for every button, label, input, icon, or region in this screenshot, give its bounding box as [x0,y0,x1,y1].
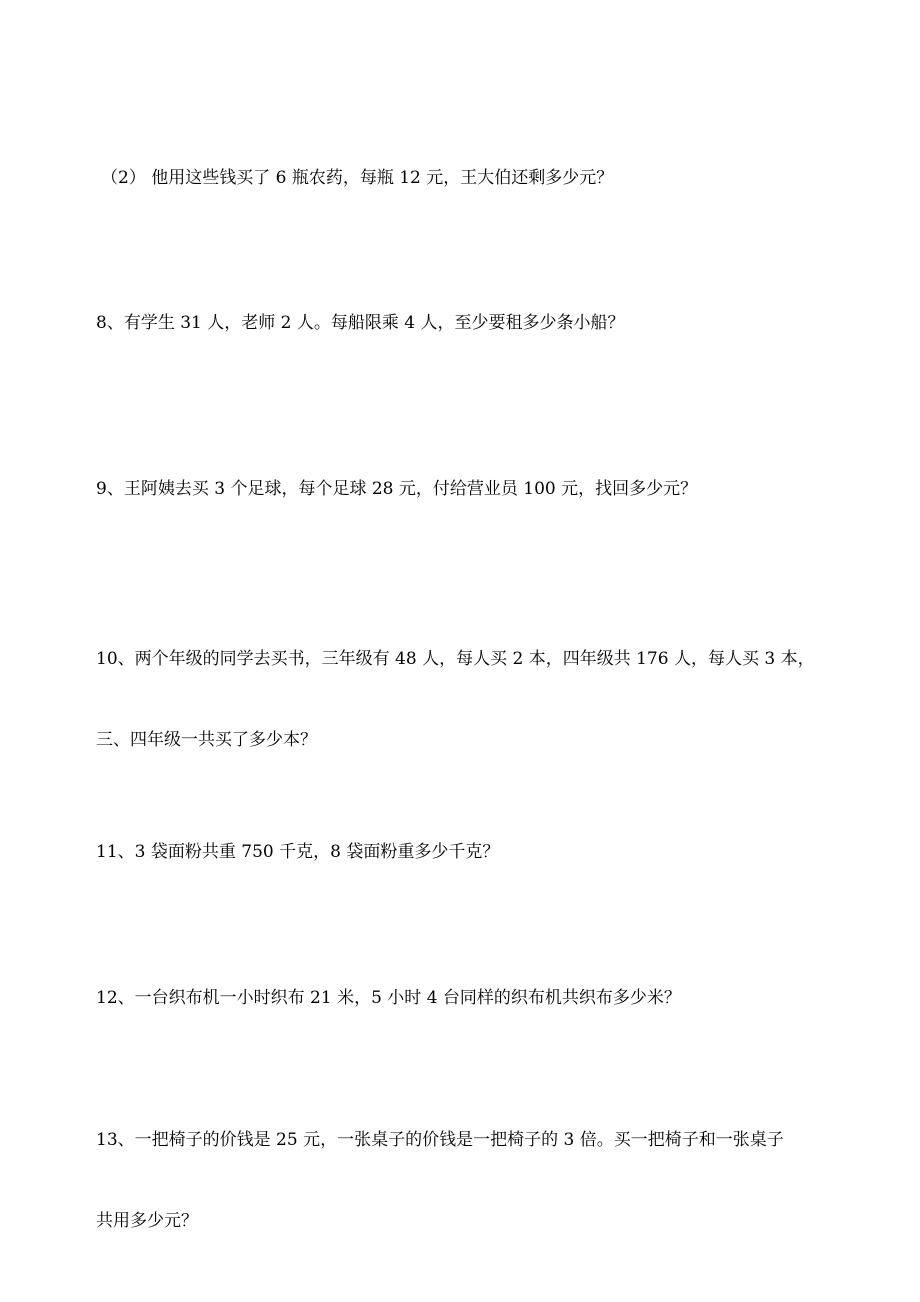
question-11 [96,785,836,920]
question-text-line: 三、四年级一共买了多少本？ [96,730,317,750]
question-text-line: 12、一台织布机一小时织布 21 米，5 小时 4 台同样的织布机共织布多少米？ [96,988,681,1008]
question-text-line: 共用多少元？ [96,1211,198,1231]
question-10 [96,592,836,808]
question-9 [96,422,836,557]
question-text-line: 13、一把椅子的价钱是 25 元，一张桌子的价钱是一把椅子的 3 倍。买一把椅子和一张桌子 [96,1130,784,1150]
question-text-line: 8、有学生 31 人，老师 2 人。每船限乘 4 人，至少要租多少条小船？ [96,313,625,333]
question-text-line: 11、3 袋面粉共重 750 千克，8 袋面粉重多少千克？ [96,842,500,862]
question-7-part-2 [101,111,841,246]
question-text-line: （2） 他用这些钱买了 6 瓶农药，每瓶 12 元，王大伯还剩多少元？ [101,168,614,188]
question-13 [96,1073,836,1289]
question-8 [96,256,836,391]
question-12 [96,931,836,1066]
question-text-line: 9、王阿姨去买 3 个足球，每个足球 28 元，付给营业员 100 元，找回多少元？ [96,479,698,499]
question-text-line: 10、两个年级的同学去买书，三年级有 48 人，每人买 2 本，四年级共 176 人，每人买 3 本， [96,649,815,669]
